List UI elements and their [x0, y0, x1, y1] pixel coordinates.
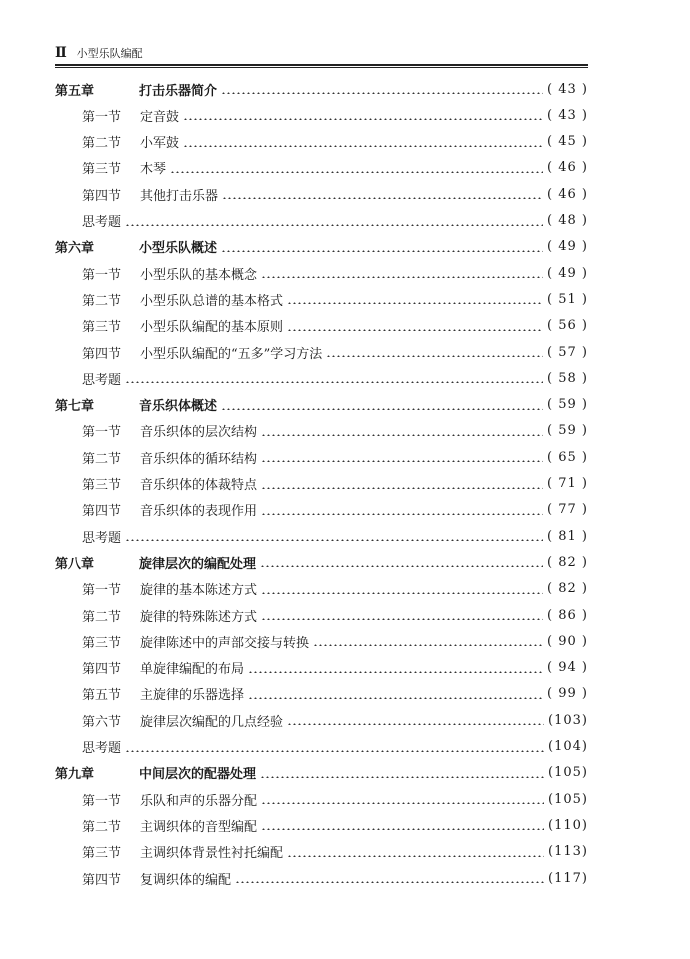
toc-page-number: ( 48 ) — [547, 213, 588, 228]
page-roman-numeral: Ⅱ — [55, 45, 67, 61]
toc-entry-number: 第二节 — [82, 819, 122, 835]
toc-entry[interactable] — [82, 657, 588, 679]
toc-entry-number: 第七章 — [55, 399, 95, 415]
toc-entry[interactable] — [82, 630, 588, 652]
toc-page-number: (113) — [548, 844, 588, 860]
toc-page-number: (117) — [548, 870, 588, 886]
toc-entry-number: 第三节 — [82, 635, 122, 651]
dot-leader — [261, 513, 543, 515]
toc-entry-title: 音乐织体的表现作用 — [140, 504, 258, 520]
dot-leader — [183, 145, 543, 147]
toc-page-number: ( 77 ) — [547, 502, 588, 518]
toc-entry-title: 小型乐队概述 — [139, 241, 218, 257]
toc-entry-title: 思考题 — [82, 530, 122, 546]
toc-entry[interactable] — [82, 183, 588, 205]
toc-entry[interactable] — [82, 367, 588, 389]
toc-entry-title: 旋律陈述中的声部交接与转换 — [140, 635, 310, 651]
toc-entry[interactable] — [82, 736, 588, 758]
toc-entry-label — [82, 816, 257, 835]
toc-entry-number: 第六节 — [82, 714, 122, 730]
toc-entry-label — [82, 158, 166, 177]
toc-page-number: ( 59 ) — [547, 397, 588, 413]
toc-entry-label — [82, 185, 218, 204]
toc-entry-label — [82, 684, 244, 703]
dot-leader — [125, 750, 544, 752]
toc-page-number: (110) — [548, 817, 588, 833]
toc-entry-title: 复调织体的编配 — [140, 872, 232, 888]
toc-entry[interactable] — [82, 104, 588, 126]
toc-entry[interactable] — [82, 499, 588, 521]
dot-leader — [221, 92, 543, 94]
toc-entry-number: 第四节 — [82, 346, 122, 362]
toc-entry-title: 小型乐队编配的基本原则 — [140, 320, 284, 336]
toc-entry-label — [82, 106, 179, 125]
toc-entry-label — [82, 632, 309, 651]
toc-page-number: ( 46 ) — [547, 160, 588, 176]
toc-entry[interactable] — [82, 788, 588, 810]
dot-leader — [222, 197, 543, 199]
toc-entry-number: 第四节 — [82, 662, 122, 678]
toc-entry-number: 第二节 — [82, 609, 122, 625]
toc-entry-title: 打击乐器简介 — [139, 83, 218, 99]
toc-page-number: ( 49 ) — [547, 265, 588, 281]
toc-entry-label — [82, 579, 257, 598]
toc-entry-label — [82, 211, 121, 230]
toc-entry[interactable] — [82, 578, 588, 600]
toc-entry-title: 旋律的基本陈述方式 — [140, 583, 258, 599]
dot-leader — [261, 460, 543, 462]
toc-page-number: ( 58 ) — [547, 370, 588, 386]
toc-page-number: ( 94 ) — [547, 660, 588, 676]
dot-leader — [261, 618, 543, 620]
dot-leader — [261, 802, 544, 804]
toc-page-number: ( 56 ) — [547, 318, 588, 334]
toc-page-number: ( 99 ) — [547, 686, 588, 702]
toc-entry-number: 第一节 — [82, 793, 122, 809]
dot-leader — [125, 539, 543, 541]
toc-entry-label — [82, 869, 231, 888]
running-header-title: 小型乐队编配 — [76, 47, 143, 60]
toc-entry-number: 第五节 — [82, 688, 122, 704]
toc-entry[interactable] — [82, 341, 588, 363]
toc-entry-title: 旋律层次的编配处理 — [139, 556, 257, 572]
running-header — [55, 44, 588, 66]
toc-entry-title: 中间层次的配器处理 — [139, 767, 257, 783]
dot-leader — [260, 776, 544, 778]
toc-entry-number: 第四节 — [82, 188, 122, 204]
toc-page-number: ( 57 ) — [547, 344, 588, 360]
dot-leader — [183, 118, 543, 120]
toc-page-number: ( 49 ) — [547, 239, 588, 255]
toc-entry-label — [55, 395, 217, 414]
dot-leader — [313, 644, 543, 646]
toc-entry-label — [82, 842, 283, 861]
toc-page-number: ( 90 ) — [547, 633, 588, 649]
toc-entry-label — [82, 790, 257, 809]
toc-entry-number: 第一节 — [82, 583, 122, 599]
toc-page-number: ( 59 ) — [547, 423, 588, 439]
toc-entry[interactable] — [82, 315, 588, 337]
toc-entry[interactable] — [82, 131, 588, 153]
toc-entry-number: 第三节 — [82, 846, 122, 862]
dot-leader — [125, 381, 543, 383]
toc-page-number: ( 81 ) — [547, 528, 588, 544]
toc-page-number: ( 86 ) — [547, 607, 588, 623]
toc-entry-title: 木琴 — [140, 162, 167, 178]
toc-page-number: (104) — [548, 739, 588, 754]
toc-entry-label — [55, 553, 256, 572]
dot-leader — [221, 250, 543, 252]
toc-entry-title: 定音鼓 — [140, 109, 180, 125]
toc-entry-label — [82, 711, 283, 730]
toc-entry[interactable] — [82, 288, 588, 310]
toc-entry-title: 小军鼓 — [140, 136, 180, 152]
toc-entry-number: 第九章 — [55, 767, 95, 783]
dot-leader — [248, 697, 543, 699]
toc-entry[interactable] — [82, 525, 588, 547]
toc-entry-number: 第八章 — [55, 556, 95, 572]
toc-entry[interactable] — [82, 841, 588, 863]
toc-entry-number: 第五章 — [55, 83, 95, 99]
toc-entry-title: 思考题 — [82, 741, 122, 756]
toc-entry-title: 思考题 — [82, 215, 122, 230]
dot-leader — [125, 224, 543, 226]
toc-entry-title: 音乐织体的层次结构 — [140, 425, 258, 441]
toc-entry-number: 第二节 — [82, 451, 122, 467]
header-rule — [55, 67, 588, 68]
toc-entry-label — [82, 264, 257, 283]
toc-entry-label — [82, 132, 179, 151]
toc-entry[interactable] — [82, 473, 588, 495]
toc-entry-title: 小型乐队的基本概念 — [140, 267, 258, 283]
toc-entry[interactable] — [82, 867, 588, 889]
toc-entry[interactable] — [82, 420, 588, 442]
toc-entry-number: 第四节 — [82, 872, 122, 888]
toc-entry[interactable] — [82, 814, 588, 836]
toc-entry-label — [82, 369, 121, 388]
toc-page-number: (105) — [548, 791, 588, 807]
toc-entry-title: 主调织体的音型编配 — [140, 819, 258, 835]
toc-entry-label — [82, 343, 322, 362]
dot-leader — [260, 565, 543, 567]
toc-entry-title: 主旋律的乐器选择 — [140, 688, 245, 704]
toc-entry-label — [82, 737, 121, 756]
toc-entry-label — [55, 763, 256, 782]
toc-entry-number: 第三节 — [82, 320, 122, 336]
toc-page-number: ( 71 ) — [547, 476, 588, 491]
toc-entry-title: 音乐织体概述 — [139, 399, 218, 415]
dot-leader — [261, 276, 543, 278]
toc-entry-number: 第三节 — [82, 478, 122, 493]
toc-entry-title: 单旋律编配的布局 — [140, 662, 245, 678]
toc-page-number: (103) — [548, 712, 588, 728]
dot-leader — [261, 487, 543, 489]
toc-entry-title: 乐队和声的乐器分配 — [140, 793, 258, 809]
toc-entry-label — [82, 448, 257, 467]
toc-entry-title: 音乐织体的体裁特点 — [140, 478, 258, 493]
toc-entry-title: 小型乐队总谱的基本格式 — [140, 293, 284, 309]
dot-leader — [221, 408, 543, 410]
dot-leader — [261, 592, 543, 594]
dot-leader — [235, 881, 544, 883]
toc-entry-number: 第六章 — [55, 241, 95, 257]
toc-entry-number: 第一节 — [82, 425, 122, 441]
toc-page-number: ( 82 ) — [547, 581, 588, 597]
toc-entry-label — [82, 658, 244, 677]
toc-page-number: ( 51 ) — [547, 291, 588, 307]
toc-entry-number: 第二节 — [82, 136, 122, 152]
toc-entry[interactable] — [82, 683, 588, 705]
toc-page-number: ( 65 ) — [547, 449, 588, 465]
toc-chapter-entry[interactable] — [55, 394, 588, 416]
toc-page-number: (105) — [548, 765, 588, 781]
toc-entry-title: 小型乐队编配的“五多”学习方法 — [140, 346, 323, 362]
toc-entry-title: 旋律的特殊陈述方式 — [140, 609, 258, 625]
toc-entry-label — [82, 527, 121, 546]
toc-entry-label — [82, 316, 283, 335]
toc-entry-title: 思考题 — [82, 372, 122, 388]
toc-entry-number: 第三节 — [82, 162, 122, 178]
toc-page-number: ( 43 ) — [547, 107, 588, 123]
toc-entry[interactable] — [82, 709, 588, 731]
toc-entry[interactable] — [82, 157, 588, 179]
toc-entry-label — [55, 80, 217, 99]
dot-leader — [287, 855, 544, 857]
toc-page-number: ( 46 ) — [547, 186, 588, 202]
toc-entry-title: 其他打击乐器 — [140, 188, 219, 204]
toc-page-number: ( 45 ) — [547, 134, 588, 150]
dot-leader — [248, 671, 543, 673]
toc-entry-label — [82, 290, 283, 309]
toc-entry-number: 第一节 — [82, 267, 122, 283]
toc-chapter-entry[interactable] — [55, 78, 588, 100]
toc-entry[interactable] — [82, 210, 588, 232]
toc-entry-label — [82, 421, 257, 440]
toc-entry-label — [82, 474, 257, 493]
dot-leader — [287, 329, 543, 331]
toc-entry-number: 第一节 — [82, 109, 122, 125]
toc-chapter-entry[interactable] — [55, 551, 588, 573]
toc-chapter-entry[interactable] — [55, 236, 588, 258]
toc-entry-title: 音乐织体的循环结构 — [140, 451, 258, 467]
toc-entry-title: 主调织体背景性衬托编配 — [140, 846, 284, 862]
toc-entry[interactable] — [82, 604, 588, 626]
toc-entry-label — [82, 606, 257, 625]
dot-leader — [287, 723, 544, 725]
dot-leader — [287, 302, 543, 304]
toc-entry-number: 第二节 — [82, 293, 122, 309]
toc-entry[interactable] — [82, 446, 588, 468]
dot-leader — [261, 434, 543, 436]
toc-chapter-entry[interactable] — [55, 762, 588, 784]
toc-page-number: ( 43 ) — [547, 81, 588, 97]
toc-entry-number: 第四节 — [82, 504, 122, 520]
toc-page-number: ( 82 ) — [547, 554, 588, 570]
dot-leader — [261, 828, 544, 830]
dot-leader — [326, 355, 543, 357]
toc-entry-title: 旋律层次编配的几点经验 — [140, 714, 284, 730]
toc-entry[interactable] — [82, 262, 588, 284]
toc-entry-label — [55, 237, 217, 256]
dot-leader — [170, 171, 543, 173]
toc-entry-label — [82, 500, 257, 519]
